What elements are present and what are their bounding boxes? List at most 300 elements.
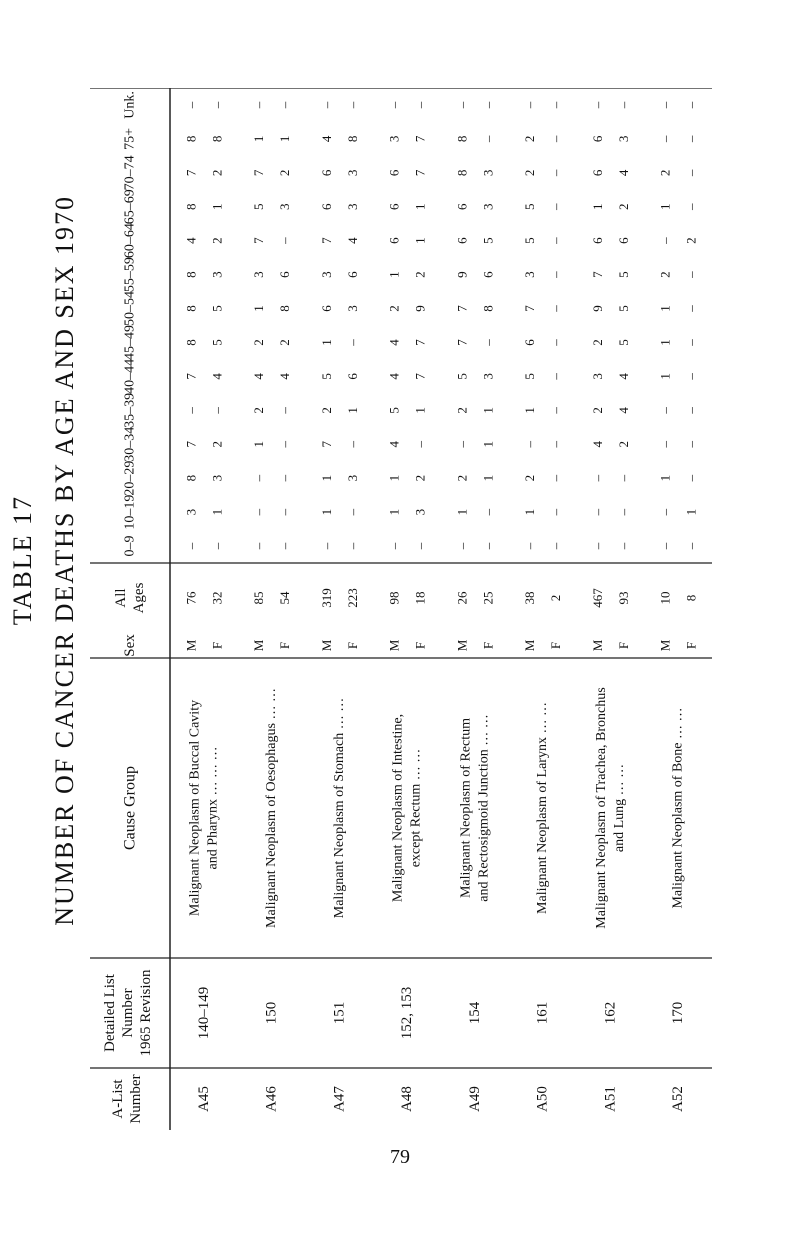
cell-age-10: 6	[386, 203, 402, 210]
cell-age-8: 7	[589, 271, 605, 278]
cell-age-3: 1	[480, 441, 496, 448]
cell-age-9: 6	[589, 237, 605, 244]
cell-age-12: 8	[344, 135, 360, 143]
cell-age-1: –	[480, 508, 496, 516]
table-title	[8, 60, 80, 1060]
cell-age-12: 8	[183, 135, 199, 143]
cell-age-5: –	[548, 373, 564, 380]
cell-age-4: 2	[589, 407, 605, 414]
row-detailed: 154	[466, 1001, 483, 1025]
cell-age-7: 6	[318, 305, 334, 312]
cell-age-0: –	[318, 542, 334, 550]
cell-age-8: 6	[277, 271, 293, 278]
cell-all-ages: 10	[657, 591, 673, 605]
row-cause-line1: Malignant Neoplasm of Rectum	[458, 717, 474, 899]
cell-all-ages: 76	[183, 591, 199, 605]
cell-age-13: –	[412, 101, 428, 109]
row-cause-line2: and Lung … …	[611, 763, 627, 853]
cell-age-9: 7	[318, 237, 334, 244]
cell-age-1: 3	[183, 508, 199, 516]
cell-age-8: 3	[522, 271, 538, 278]
cell-age-7: 7	[454, 305, 470, 312]
cell-all-ages: 85	[251, 591, 267, 605]
header-age-11: 70–74	[122, 155, 138, 191]
cell-age-0: –	[183, 542, 199, 550]
cell-age-1: –	[277, 508, 293, 516]
cell-age-5: 4	[251, 373, 267, 380]
cell-age-10: 1	[209, 203, 225, 210]
cell-age-12: –	[657, 135, 673, 143]
row-sex-M: M	[183, 639, 199, 652]
cell-all-ages: 98	[386, 591, 402, 605]
cell-age-8: 5	[615, 271, 631, 278]
cell-age-7: 7	[522, 305, 538, 312]
row-cause: Malignant Neoplasm of Stomach … …	[331, 697, 347, 919]
cell-age-0: –	[386, 542, 402, 550]
header-alist: A-List	[110, 1079, 126, 1119]
header-age-1: 10–19	[122, 494, 138, 530]
cell-age-7: –	[548, 305, 564, 312]
row-detailed: 151	[331, 1001, 348, 1025]
cell-age-9: 7	[251, 237, 267, 244]
cell-age-11: –	[548, 169, 564, 177]
cell-age-10: 8	[183, 203, 199, 210]
cell-age-1: –	[548, 508, 564, 516]
cell-age-11: 2	[657, 169, 673, 177]
cell-age-4: 2	[251, 407, 267, 414]
cell-age-4: 5	[386, 407, 402, 414]
cell-age-10: 1	[657, 203, 673, 210]
cell-age-6: 4	[386, 339, 402, 346]
cell-age-7: 5	[615, 305, 631, 312]
cell-age-8: 1	[386, 271, 402, 278]
header-all-ages: All	[113, 588, 129, 608]
cell-age-6: –	[683, 339, 699, 346]
header-age-10: 65–69	[122, 189, 138, 225]
row-alist: A51	[602, 1086, 619, 1112]
cell-age-9: 6	[615, 237, 631, 244]
cell-age-6: 1	[657, 339, 673, 346]
cell-age-10: 6	[454, 203, 470, 210]
cell-age-7: 3	[344, 305, 360, 312]
cell-all-ages: 223	[344, 588, 360, 608]
cell-age-2: –	[277, 474, 293, 482]
cell-age-11: 7	[183, 169, 199, 177]
cell-age-13: –	[683, 101, 699, 109]
cell-age-5: 3	[480, 373, 496, 380]
cell-age-1: 3	[412, 508, 428, 516]
cell-age-7: 2	[386, 305, 402, 312]
cell-age-4: 1	[480, 407, 496, 414]
row-cause: Malignant Neoplasm of Bone … …	[670, 707, 686, 909]
cell-all-ages: 467	[589, 588, 605, 608]
row-detailed: 140–149	[195, 986, 212, 1040]
cell-age-11: 8	[454, 169, 470, 177]
cell-age-9: 2	[209, 237, 225, 244]
cell-age-4: –	[183, 407, 199, 414]
cell-age-4: –	[209, 407, 225, 414]
row-alist: A50	[534, 1086, 551, 1112]
cell-age-12: 8	[454, 135, 470, 143]
cell-age-4: 1	[522, 407, 538, 414]
header-detailed-2: Number	[120, 988, 136, 1038]
cell-age-12: 1	[277, 135, 293, 143]
cell-age-9: 5	[522, 237, 538, 244]
cell-age-13: –	[209, 101, 225, 109]
cell-age-13: –	[386, 101, 402, 109]
cell-age-11: 6	[318, 169, 334, 177]
cell-age-2: –	[589, 474, 605, 482]
cell-age-12: 6	[589, 135, 605, 143]
cell-age-4: 1	[412, 407, 428, 414]
cell-age-10: 2	[615, 203, 631, 210]
row-detailed: 152, 153	[399, 986, 416, 1040]
cell-age-13: –	[183, 101, 199, 109]
cell-age-0: –	[209, 542, 225, 550]
row-alist: A48	[399, 1086, 416, 1112]
cell-age-2: 2	[454, 474, 470, 482]
row-sex-F: F	[209, 641, 225, 650]
cell-age-3: –	[522, 441, 538, 448]
cell-age-1: 1	[454, 508, 470, 516]
cell-age-1: 1	[683, 508, 699, 516]
row-alist: A45	[195, 1086, 212, 1112]
header-detailed-3: 1965 Revision	[138, 969, 154, 1057]
cell-age-11: 7	[412, 169, 428, 177]
row-sex-M: M	[251, 639, 267, 652]
row-cause-line1: Malignant Neoplasm of Buccal Cavity	[187, 699, 203, 917]
cell-age-3: –	[454, 441, 470, 448]
cell-age-2: 8	[183, 474, 199, 482]
cell-age-6: 5	[615, 339, 631, 346]
cell-age-4: 2	[454, 407, 470, 414]
cell-age-0: –	[615, 542, 631, 550]
cell-age-1: –	[589, 508, 605, 516]
cell-age-6: –	[548, 339, 564, 346]
cell-age-3: 4	[386, 441, 402, 448]
cell-age-0: –	[522, 542, 538, 550]
cell-all-ages: 54	[277, 591, 293, 605]
cell-age-8: 2	[657, 271, 673, 278]
row-cause: Malignant Neoplasm of Larynx … …	[535, 702, 551, 914]
table-svg	[90, 88, 712, 1130]
row-sex-M: M	[522, 639, 538, 652]
header-detailed: Detailed List	[102, 974, 118, 1052]
cell-age-1: 1	[522, 508, 538, 516]
cell-age-7: 8	[277, 305, 293, 312]
row-detailed: 161	[534, 1001, 551, 1025]
row-sex-F: F	[412, 641, 428, 650]
cell-age-12: 7	[412, 135, 428, 143]
row-sex-M: M	[318, 639, 334, 652]
cell-age-8: 2	[412, 271, 428, 278]
cell-age-8: 3	[251, 271, 267, 278]
cell-age-3: 2	[209, 441, 225, 448]
cell-age-6: 7	[412, 339, 428, 346]
cell-age-13: –	[344, 101, 360, 109]
cell-age-3: –	[548, 441, 564, 448]
cell-age-1: 1	[386, 508, 402, 516]
row-alist: A46	[263, 1086, 280, 1112]
row-sex-F: F	[480, 641, 496, 650]
cell-age-3: –	[344, 441, 360, 448]
cell-age-9: 5	[480, 237, 496, 244]
page-number: 79	[390, 1146, 410, 1168]
cell-age-12: 2	[522, 135, 538, 143]
row-cause-line2: and Rectosigmoid Junction … …	[476, 714, 492, 902]
cell-age-3: 1	[251, 441, 267, 448]
cell-age-13: –	[480, 101, 496, 109]
cell-age-1: 1	[318, 508, 334, 516]
row-cause-line2: except Rectum … …	[408, 748, 424, 868]
cell-age-9: 1	[412, 237, 428, 244]
cell-age-5: 6	[344, 373, 360, 380]
cell-age-12: 3	[615, 135, 631, 143]
cell-age-6: 1	[318, 339, 334, 346]
cell-age-3: –	[277, 441, 293, 448]
cell-age-12: –	[683, 135, 699, 143]
table-title-number: TABLE 17	[8, 494, 37, 626]
header-age-9: 60–64	[122, 223, 138, 259]
row-detailed: 170	[670, 1001, 687, 1025]
header-age-5: 40–44	[122, 358, 138, 394]
cell-age-1: –	[615, 508, 631, 516]
cell-age-6: 6	[522, 339, 538, 346]
cell-age-4: –	[657, 407, 673, 414]
cell-age-4: 2	[318, 407, 334, 414]
cell-all-ages: 319	[318, 588, 334, 608]
cell-age-13: –	[454, 101, 470, 109]
cell-age-1: –	[344, 508, 360, 516]
cell-age-13: –	[318, 101, 334, 109]
cell-age-8: –	[683, 271, 699, 278]
cell-age-5: 5	[454, 373, 470, 380]
cell-age-2: 2	[412, 474, 428, 482]
cell-age-11: 2	[209, 169, 225, 177]
cell-age-11: 3	[344, 169, 360, 177]
cell-age-8: 3	[318, 271, 334, 278]
cell-age-7: 1	[251, 305, 267, 312]
cell-age-6: 7	[454, 339, 470, 346]
cell-age-7: 1	[657, 305, 673, 312]
cell-age-9: 4	[344, 237, 360, 244]
row-cause-line1: Malignant Neoplasm of Intestine,	[390, 713, 406, 903]
cell-age-11: 2	[522, 169, 538, 177]
cell-age-4: 4	[615, 407, 631, 414]
cell-age-12: 1	[251, 135, 267, 143]
cell-age-5: 5	[318, 373, 334, 380]
cell-age-2: 1	[318, 474, 334, 482]
cell-age-7: 5	[209, 305, 225, 312]
cell-age-13: –	[548, 101, 564, 109]
cell-age-0: –	[480, 542, 496, 550]
cell-age-0: –	[657, 542, 673, 550]
cell-age-8: 3	[209, 271, 225, 278]
cell-age-1: –	[657, 508, 673, 516]
header-age-7: 50–54	[122, 291, 138, 327]
cell-age-6: –	[344, 339, 360, 346]
row-cause-line1: Malignant Neoplasm of Trachea, Bronchus	[593, 687, 609, 929]
cell-age-3: –	[683, 441, 699, 448]
cell-age-7: 8	[183, 305, 199, 312]
cell-age-8: 6	[344, 271, 360, 278]
cell-age-12: 4	[318, 135, 334, 143]
cell-age-3: 7	[318, 441, 334, 448]
row-detailed: 150	[263, 1001, 280, 1025]
cell-age-8: –	[548, 271, 564, 278]
cell-age-10: –	[548, 203, 564, 210]
header-age-2: 20–29	[122, 460, 138, 496]
cell-age-11: 7	[251, 169, 267, 177]
cell-age-7: 9	[412, 305, 428, 312]
row-sex-F: F	[548, 641, 564, 650]
cell-age-8: 8	[183, 271, 199, 278]
cell-all-ages: 32	[209, 591, 225, 605]
row-sex-M: M	[657, 639, 673, 652]
cell-age-2: 1	[480, 474, 496, 482]
cell-age-0: –	[344, 542, 360, 550]
cell-age-12: –	[480, 135, 496, 143]
cell-age-12: 8	[209, 135, 225, 143]
cell-age-11: –	[683, 169, 699, 177]
row-sex-F: F	[277, 641, 293, 650]
header-cause: Cause Group	[121, 766, 139, 850]
cell-age-0: –	[548, 542, 564, 550]
cell-age-0: –	[251, 542, 267, 550]
row-sex-F: F	[344, 641, 360, 650]
cell-all-ages: 26	[454, 591, 470, 605]
cell-age-4: –	[277, 407, 293, 414]
cell-age-2: 3	[209, 474, 225, 482]
cell-age-13: –	[522, 101, 538, 109]
cell-age-3: 4	[589, 441, 605, 448]
cell-age-10: 3	[277, 203, 293, 210]
header-age-13: Unk.	[122, 91, 138, 119]
cell-age-5: 3	[589, 373, 605, 380]
cell-age-9: –	[657, 237, 673, 244]
cell-age-10: –	[683, 203, 699, 210]
cell-age-5: 5	[522, 373, 538, 380]
table-title-heading: NUMBER OF CANCER DEATHS BY AGE AND SEX 1970	[50, 194, 79, 926]
row-sex-F: F	[683, 641, 699, 650]
row-sex-M: M	[454, 639, 470, 652]
row-alist: A47	[331, 1086, 348, 1112]
header-age-12: 75+	[122, 127, 138, 150]
cell-age-13: –	[615, 101, 631, 109]
cell-age-6: 2	[277, 339, 293, 346]
cell-age-10: 5	[251, 203, 267, 210]
cell-age-9: 6	[454, 237, 470, 244]
cell-age-0: –	[412, 542, 428, 550]
cell-age-10: 3	[480, 203, 496, 210]
row-alist: A52	[670, 1086, 687, 1112]
cell-age-11: 6	[386, 169, 402, 177]
cell-all-ages: 93	[615, 591, 631, 605]
cell-age-5: 4	[386, 373, 402, 380]
header-sex: Sex	[122, 634, 138, 657]
cell-age-2: 3	[344, 474, 360, 482]
cell-all-ages: 38	[522, 591, 538, 605]
cell-age-8: 6	[480, 271, 496, 278]
cell-all-ages: 25	[480, 591, 496, 605]
cell-all-ages: 8	[683, 594, 699, 602]
cell-age-10: 1	[589, 203, 605, 210]
cell-all-ages: 2	[548, 594, 564, 602]
cell-age-3: 2	[615, 441, 631, 448]
row-cause-line2: and Pharynx … … …	[205, 746, 221, 870]
cell-age-7: 9	[589, 305, 605, 312]
row-sex-M: M	[386, 639, 402, 652]
row-detailed: 162	[602, 1001, 619, 1025]
cell-age-12: 3	[386, 135, 402, 143]
deaths-table	[90, 88, 712, 1130]
cell-age-2: 2	[522, 474, 538, 482]
cell-age-5: –	[683, 373, 699, 380]
cell-age-13: –	[251, 101, 267, 109]
cell-age-3: –	[412, 441, 428, 448]
cell-age-13: –	[657, 101, 673, 109]
cell-age-11: 3	[480, 169, 496, 177]
header-age-6: 45–49	[122, 324, 138, 360]
cell-age-2: 1	[657, 474, 673, 482]
header-age-0: 0–9	[122, 535, 138, 557]
cell-age-9: 4	[183, 237, 199, 244]
cell-age-4: –	[683, 407, 699, 414]
cell-age-3: –	[657, 441, 673, 448]
cell-age-10: 3	[344, 203, 360, 210]
cell-age-6: 2	[589, 339, 605, 346]
cell-age-7: 8	[480, 305, 496, 312]
cell-age-9: 2	[683, 237, 699, 244]
row-alist: A49	[466, 1086, 483, 1112]
cell-age-4: –	[548, 407, 564, 414]
row-sex-M: M	[589, 639, 605, 652]
cell-age-13: –	[277, 101, 293, 109]
cell-age-2: –	[615, 474, 631, 482]
cell-age-2: –	[683, 474, 699, 482]
cell-age-5: 7	[412, 373, 428, 380]
cell-age-13: –	[589, 101, 605, 109]
header-age-3: 30–34	[122, 426, 138, 462]
cell-age-9: –	[548, 237, 564, 244]
cell-age-6: 8	[183, 339, 199, 346]
header-alist-2: Number	[128, 1074, 144, 1124]
cell-age-5: 4	[277, 373, 293, 380]
cell-age-0: –	[454, 542, 470, 550]
cell-age-12: –	[548, 135, 564, 143]
cell-age-5: 4	[615, 373, 631, 380]
cell-age-4: 1	[344, 407, 360, 414]
cell-age-11: 2	[277, 169, 293, 177]
cell-age-1: 1	[209, 508, 225, 516]
cell-age-7: –	[683, 305, 699, 312]
cell-age-10: 5	[522, 203, 538, 210]
cell-age-2: –	[548, 474, 564, 482]
cell-age-3: 7	[183, 441, 199, 448]
cell-age-11: 6	[589, 169, 605, 177]
cell-age-5: 4	[209, 373, 225, 380]
cell-age-0: –	[683, 542, 699, 550]
row-sex-F: F	[615, 641, 631, 650]
cell-age-1: –	[251, 508, 267, 516]
cell-all-ages: 18	[412, 591, 428, 605]
header-age-8: 55–59	[122, 257, 138, 293]
cell-age-9: –	[277, 237, 293, 244]
cell-age-8: 9	[454, 271, 470, 278]
cell-age-11: 4	[615, 169, 631, 177]
cell-age-6: 2	[251, 339, 267, 346]
cell-age-0: –	[277, 542, 293, 550]
